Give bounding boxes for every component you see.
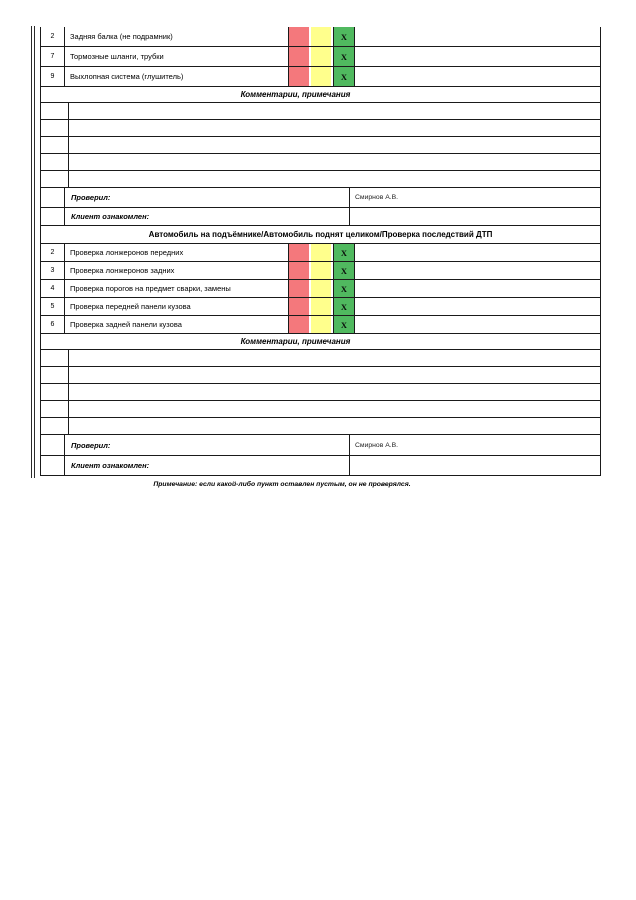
comment-row-number-cell — [41, 350, 69, 366]
row-description: Проверка передней панели кузова — [70, 302, 191, 311]
checklist-row — [41, 280, 600, 298]
checked-by-row-1 — [41, 188, 600, 208]
comment-row-text-cell[interactable] — [69, 137, 600, 153]
checklist-row — [41, 298, 600, 316]
comment-row[interactable] — [41, 103, 600, 120]
comment-row[interactable] — [41, 120, 600, 137]
comment-row[interactable] — [41, 401, 600, 418]
comment-row-number-cell — [41, 171, 69, 187]
comment-row-text-cell[interactable] — [69, 367, 600, 383]
row-number: 6 — [41, 316, 65, 333]
row-description: Проверка порогов на предмет сварки, замены — [70, 284, 231, 293]
status-cell-red[interactable] — [288, 262, 309, 279]
comment-row-text-cell[interactable] — [69, 120, 600, 136]
status-cell-yellow[interactable] — [311, 316, 331, 333]
status-cell-red[interactable] — [288, 47, 309, 66]
checked-by-row-2 — [41, 435, 600, 456]
section2-title — [41, 226, 600, 244]
comment-row-number-cell — [41, 103, 69, 119]
comment-row-number-cell — [41, 367, 69, 383]
comment-row-number-cell — [41, 384, 69, 400]
status-cell-red[interactable] — [288, 316, 309, 333]
comment-row-number-cell — [41, 418, 69, 434]
client-ack-value-1[interactable] — [350, 208, 600, 225]
checked-by-label-2: Проверил: — [65, 435, 350, 455]
empty-cell — [41, 188, 65, 207]
status-cell-red[interactable] — [288, 67, 309, 86]
section2-comment-lines — [41, 350, 600, 435]
comment-row-text-cell[interactable] — [69, 401, 600, 417]
status-cell-green-mark[interactable]: X — [333, 280, 355, 297]
notes-cell[interactable] — [355, 262, 600, 279]
row-description: Задняя балка (не подрамник) — [70, 32, 173, 41]
empty-cell — [41, 456, 65, 475]
client-ack-value-2[interactable] — [350, 456, 600, 475]
client-ack-label-2: Клиент ознакомлен: — [65, 456, 350, 475]
row-number: 2 — [41, 27, 65, 46]
comments-header-2 — [41, 334, 600, 350]
status-cell-green-mark[interactable]: X — [333, 47, 355, 66]
section2-signatures — [41, 435, 600, 476]
status-cell-yellow[interactable] — [311, 67, 331, 86]
comment-row[interactable] — [41, 418, 600, 435]
comment-row[interactable] — [41, 384, 600, 401]
table-outer-double-border — [31, 26, 35, 478]
row-number: 3 — [41, 262, 65, 279]
empty-cell — [41, 208, 65, 225]
status-cell-green-mark[interactable]: X — [333, 316, 355, 333]
checklist-row — [41, 27, 600, 47]
status-cell-yellow[interactable] — [311, 262, 331, 279]
row-description: Проверка лонжеронов передних — [70, 248, 184, 257]
comment-row-number-cell — [41, 137, 69, 153]
row-number: 9 — [41, 67, 65, 86]
row-description: Тормозные шланги, трубки — [70, 52, 164, 61]
comment-row[interactable] — [41, 171, 600, 188]
comment-row[interactable] — [41, 350, 600, 367]
status-cell-green-mark[interactable]: X — [333, 262, 355, 279]
checklist-row — [41, 316, 600, 334]
checklist-row — [41, 262, 600, 280]
checked-by-label-1: Проверил: — [65, 188, 350, 207]
checked-by-value-1: Смирнов А.В. — [355, 194, 399, 201]
comment-row-number-cell — [41, 154, 69, 170]
comment-row[interactable] — [41, 154, 600, 171]
notes-cell[interactable] — [355, 316, 600, 333]
client-ack-row-1 — [41, 208, 600, 226]
comments-header-1-label: Комментарии, примечания — [240, 90, 351, 99]
comment-row-text-cell[interactable] — [69, 350, 600, 366]
comment-row[interactable] — [41, 367, 600, 384]
status-cell-red[interactable] — [288, 280, 309, 297]
comment-row[interactable] — [41, 137, 600, 154]
status-cell-red[interactable] — [288, 298, 309, 315]
comment-row-text-cell[interactable] — [69, 171, 600, 187]
section1-comment-lines — [41, 103, 600, 188]
status-cell-green-mark[interactable]: X — [333, 298, 355, 315]
section2-checklist — [41, 244, 600, 334]
comment-row-text-cell[interactable] — [69, 384, 600, 400]
notes-cell[interactable] — [355, 298, 600, 315]
checklist-row — [41, 244, 600, 262]
row-description: Выхлопная система (глушитель) — [70, 72, 184, 81]
status-cell-red[interactable] — [288, 27, 309, 46]
footer-note: Примечание: если какой-либо пункт оставлен пустым, он не проверялся. — [153, 481, 411, 488]
row-number: 7 — [41, 47, 65, 66]
comments-header-2-label: Комментарии, примечания — [240, 337, 351, 346]
row-description: Проверка лонжеронов задних — [70, 266, 175, 275]
status-cell-red[interactable] — [288, 244, 309, 261]
status-cell-green-mark[interactable]: X — [333, 67, 355, 86]
checklist-row — [41, 47, 600, 67]
notes-cell[interactable] — [355, 47, 600, 66]
comment-row-number-cell — [41, 401, 69, 417]
status-cell-yellow[interactable] — [311, 298, 331, 315]
section2-title-label: Автомобиль на подъёмнике/Автомобиль поднят целиком/Проверка последствий ДТП — [148, 230, 493, 239]
notes-cell[interactable] — [355, 280, 600, 297]
empty-cell — [41, 435, 65, 455]
row-number: 2 — [41, 244, 65, 261]
status-cell-green-mark[interactable]: X — [333, 244, 355, 261]
inspection-table — [40, 27, 601, 476]
client-ack-row-2 — [41, 456, 600, 476]
section1-checklist — [41, 27, 600, 87]
client-ack-label-1: Клиент ознакомлен: — [65, 208, 350, 225]
status-cell-green-mark[interactable]: X — [333, 27, 355, 46]
row-number: 5 — [41, 298, 65, 315]
comment-row-number-cell — [41, 120, 69, 136]
status-cell-yellow[interactable] — [311, 27, 331, 46]
comments-header-1 — [41, 87, 600, 103]
row-number: 4 — [41, 280, 65, 297]
status-cell-yellow[interactable] — [311, 280, 331, 297]
comment-row-text-cell[interactable] — [69, 418, 600, 434]
comment-row-text-cell[interactable] — [69, 154, 600, 170]
checked-by-value-2: Смирнов А.В. — [355, 441, 399, 449]
notes-cell[interactable] — [355, 67, 600, 86]
checklist-row — [41, 67, 600, 87]
status-cell-yellow[interactable] — [311, 244, 331, 261]
notes-cell[interactable] — [355, 244, 600, 261]
status-cell-yellow[interactable] — [311, 47, 331, 66]
notes-cell[interactable] — [355, 27, 600, 46]
comment-row-text-cell[interactable] — [69, 103, 600, 119]
row-description: Проверка задней панели кузова — [70, 320, 182, 329]
